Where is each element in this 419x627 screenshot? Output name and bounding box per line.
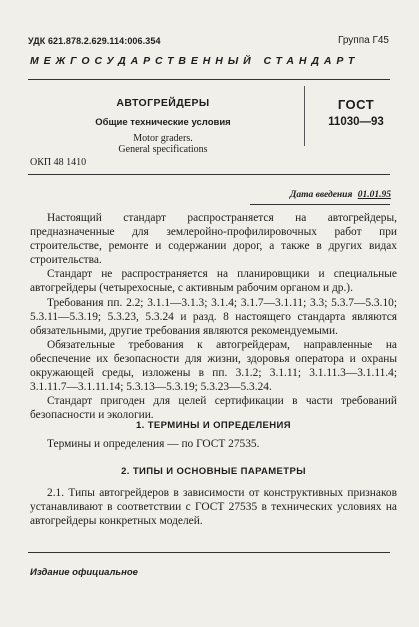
subtitle-en: General specifications: [118, 144, 208, 155]
title-ru: АВТОГРЕЙДЕРЫ: [116, 97, 210, 109]
section-1-heading: 1. ТЕРМИНЫ И ОПРЕДЕЛЕНИЯ: [135, 420, 292, 431]
subtitle-ru: Общие технические условия: [95, 117, 231, 128]
gost-label: ГОСТ: [337, 97, 375, 112]
intro-date-value: 01.01.95: [357, 190, 391, 200]
section-1-paragraph: Термины и определения — по ГОСТ 27535.: [47, 438, 260, 450]
top-rule: [28, 79, 390, 80]
intro-text: [30, 211, 397, 422]
group-code: Группа Г45: [337, 35, 389, 46]
official-edition: Издание официальное: [30, 567, 138, 578]
okp-rule: [28, 174, 390, 175]
okp-code: ОКП 48 1410: [30, 157, 87, 168]
section-2-paragraph: 2.1. Типы автогрейдеров в зависимости от конструктивных признаков устанавливают в соответствии с ГОСТ 27535 в технических условиях на автогрейдеры конкретных моделей.: [30, 487, 397, 528]
standard-type: МЕЖГОСУДАРСТВЕННЫЙ СТАНДАРТ: [30, 55, 360, 67]
title-en: Motor graders.: [133, 133, 193, 144]
paragraph-mandatory: Требования пп. 2.2; 3.1.1—3.1.3; 3.1.4; 3.1.7—3.1.11; 3.3; 5.3.7—5.3.10; 5.3.11—5.3.19; 5.3.23, 5.3.24 и разд. 8 настоящего стандарта являются обязательными, другие требования являются рекомендуемыми.: [30, 296, 397, 337]
paragraph-scope: Настоящий стандарт распространяется на автогрейдеры, предназначенные для землеройно-профилировочных работ при строительстве, ремонте и содержании дорог, а также в других видах строительства.: [30, 212, 397, 267]
footer-rule: [28, 552, 390, 553]
title-divider-left: [304, 86, 305, 146]
section-2-heading: 2. ТИПЫ И ОСНОВНЫЕ ПАРАМЕТРЫ: [121, 466, 306, 477]
paragraph-safety: Обязательные требования к автогрейдерам, направленные на обеспечение их безопасности для жизни, здоровья оператора и охраны окружающей среды, изложены в пп. 3.1.2; 3.1.11; 3.1.11.3—3.1.11.4; 3.1.11.7—3.1.11.14; 5.3.13—5.3.19; 5.3.23—5.3.24.: [30, 338, 397, 394]
gost-number: 11030—93: [328, 116, 384, 128]
paragraph-certification: Стандарт пригоден для целей сертификации в части требований безопасности и экологии.: [30, 395, 397, 422]
gost-block: [326, 97, 386, 128]
intro-date: [290, 190, 391, 200]
intro-date-label: Дата введения: [289, 190, 353, 200]
udk-code: УДК 621.878.2.629.114:006.354: [28, 36, 161, 46]
paragraph-exclusions: Стандарт не распространяется на планировщики и специальные автогрейдеры (четырехосные, с активным рабочим органом и др.).: [30, 268, 397, 295]
section-1-text: [30, 437, 397, 451]
section-2-text: [30, 486, 397, 528]
date-rule: [250, 204, 390, 205]
title-block: [48, 97, 278, 155]
